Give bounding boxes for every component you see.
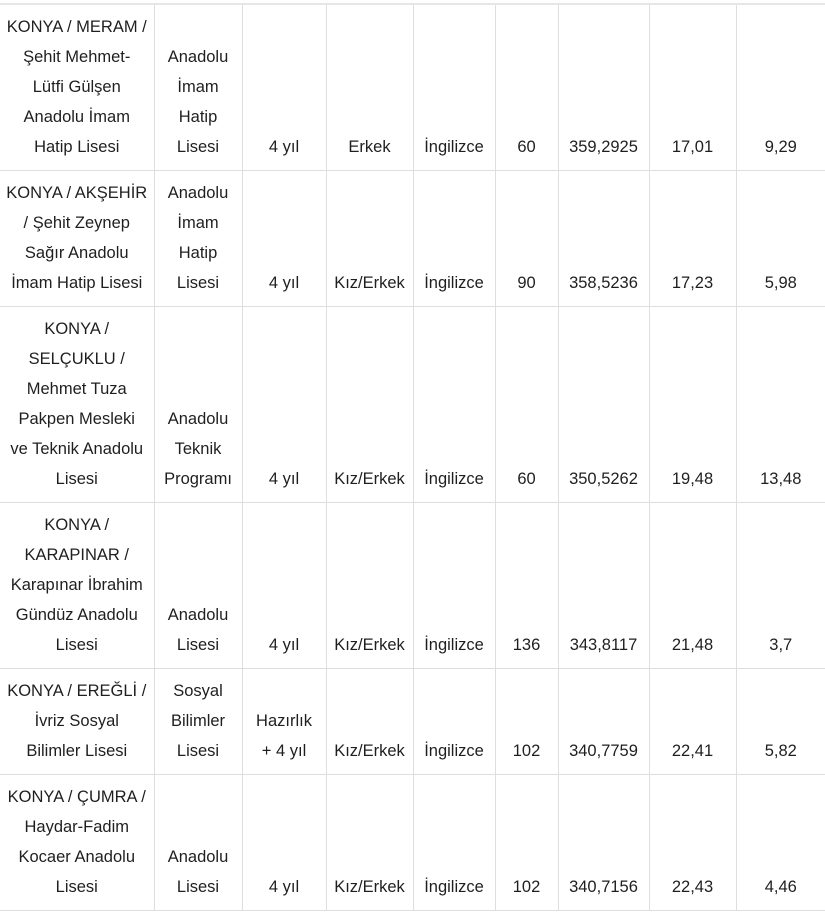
type-line: Lisesi	[176, 636, 220, 654]
base-score-cell: 359,2925	[558, 5, 649, 171]
type-line: Lisesi	[176, 138, 220, 156]
name-line: Lisesi	[55, 470, 98, 488]
table-row	[0, 5, 825, 171]
name-line: Sağır Anadolu	[24, 244, 129, 262]
language-cell: İngilizce	[413, 503, 495, 669]
language-cell: İngilizce	[413, 775, 495, 911]
duration-cell	[242, 5, 326, 171]
type-line: Programı	[164, 470, 232, 488]
type-line: Anadolu	[167, 606, 229, 624]
duration-cell	[242, 171, 326, 307]
name-line: SELÇUKLU /	[28, 350, 125, 368]
name-line: Lütfi Gülşen	[32, 78, 121, 96]
percentile-cell: 19,48	[649, 307, 736, 503]
name-line: İvriz Sosyal	[34, 712, 119, 730]
base-score-cell: 340,7759	[558, 669, 649, 775]
base-score-cell: 350,5262	[558, 307, 649, 503]
type-line: Hatip	[178, 108, 218, 126]
quota-cell: 60	[495, 307, 558, 503]
school-type-cell	[154, 171, 242, 307]
school-type-cell	[154, 669, 242, 775]
name-line: Karapınar İbrahim	[10, 576, 143, 594]
name-line: Anadolu İmam	[23, 108, 130, 126]
school-name-cell	[0, 669, 154, 775]
school-name-cell	[0, 775, 154, 911]
gender-cell: Erkek	[326, 5, 413, 171]
name-line: Haydar-Fadim	[24, 818, 130, 836]
name-line: İmam Hatip Lisesi	[11, 274, 143, 292]
table-row	[0, 503, 825, 669]
type-line: Lisesi	[176, 742, 220, 760]
school-name-cell	[0, 307, 154, 503]
name-line: Hatip Lisesi	[34, 138, 120, 156]
language-cell: İngilizce	[413, 5, 495, 171]
name-line: KARAPINAR /	[24, 546, 130, 564]
table-row	[0, 307, 825, 503]
name-line: Mehmet Tuza	[26, 380, 127, 398]
school-name-cell	[0, 5, 154, 171]
table-body	[0, 5, 825, 911]
type-line: İmam	[177, 78, 219, 96]
name-line: / Şehit Zeynep	[23, 214, 130, 232]
table-row	[0, 775, 825, 911]
duration-cell	[242, 775, 326, 911]
type-line: Anadolu	[167, 48, 229, 66]
name-line: Lisesi	[55, 878, 98, 896]
type-line: Anadolu	[167, 410, 229, 428]
table-row	[0, 171, 825, 307]
school-type-cell	[154, 5, 242, 171]
gender-cell: Kız/Erkek	[326, 307, 413, 503]
last-value-cell: 13,48	[736, 307, 825, 503]
base-score-cell: 343,8117	[558, 503, 649, 669]
duration-line: 4 yıl	[268, 138, 300, 156]
quota-cell: 90	[495, 171, 558, 307]
name-line: KONYA /	[44, 320, 110, 338]
percentile-cell: 22,41	[649, 669, 736, 775]
type-line: Lisesi	[176, 274, 220, 292]
school-type-cell	[154, 503, 242, 669]
base-score-cell: 358,5236	[558, 171, 649, 307]
last-value-cell: 5,98	[736, 171, 825, 307]
duration-line: 4 yıl	[268, 470, 300, 488]
duration-line: 4 yıl	[268, 274, 300, 292]
name-line: Lisesi	[55, 636, 98, 654]
percentile-cell: 21,48	[649, 503, 736, 669]
last-value-cell: 3,7	[736, 503, 825, 669]
gender-cell: Kız/Erkek	[326, 775, 413, 911]
duration-cell	[242, 503, 326, 669]
school-type-cell	[154, 307, 242, 503]
type-line: Sosyal	[173, 682, 223, 700]
quota-cell: 102	[495, 669, 558, 775]
last-value-cell: 9,29	[736, 5, 825, 171]
quota-cell: 102	[495, 775, 558, 911]
last-value-cell: 5,82	[736, 669, 825, 775]
percentile-cell: 17,23	[649, 171, 736, 307]
quota-cell: 136	[495, 503, 558, 669]
name-line: KONYA / AKŞEHİR	[6, 184, 148, 202]
name-line: Şehit Mehmet-	[23, 48, 131, 66]
table-row	[0, 669, 825, 775]
name-line: Bilimler Lisesi	[26, 742, 128, 760]
percentile-cell: 17,01	[649, 5, 736, 171]
duration-cell	[242, 307, 326, 503]
type-line: Lisesi	[176, 878, 220, 896]
school-table	[0, 5, 825, 911]
name-line: Pakpen Mesleki	[18, 410, 135, 428]
gender-cell: Kız/Erkek	[326, 503, 413, 669]
quota-cell: 60	[495, 5, 558, 171]
duration-line: Hazırlık	[256, 712, 312, 730]
duration-line: 4 yıl	[268, 878, 300, 896]
last-value-cell: 4,46	[736, 775, 825, 911]
percentile-cell: 22,43	[649, 775, 736, 911]
name-line: Kocaer Anadolu	[18, 848, 135, 866]
type-line: İmam	[177, 214, 219, 232]
name-line: KONYA / ÇUMRA /	[7, 788, 146, 806]
name-line: ve Teknik Anadolu	[10, 440, 144, 458]
duration-cell	[242, 669, 326, 775]
name-line: KONYA /	[44, 516, 110, 534]
type-line: Teknik	[174, 440, 222, 458]
name-line: Gündüz Anadolu	[15, 606, 138, 624]
school-name-cell	[0, 503, 154, 669]
language-cell: İngilizce	[413, 669, 495, 775]
name-line: KONYA / MERAM /	[6, 18, 147, 36]
school-name-cell	[0, 171, 154, 307]
type-line: Anadolu	[167, 184, 229, 202]
duration-line: 4 yıl	[268, 636, 300, 654]
gender-cell: Kız/Erkek	[326, 171, 413, 307]
base-score-cell: 340,7156	[558, 775, 649, 911]
gender-cell: Kız/Erkek	[326, 669, 413, 775]
language-cell: İngilizce	[413, 307, 495, 503]
type-line: Anadolu	[167, 848, 229, 866]
language-cell: İngilizce	[413, 171, 495, 307]
name-line: KONYA / EREĞLİ /	[7, 682, 147, 700]
duration-line: + 4 yıl	[261, 742, 307, 760]
type-line: Hatip	[178, 244, 218, 262]
school-type-cell	[154, 775, 242, 911]
type-line: Bilimler	[170, 712, 226, 730]
